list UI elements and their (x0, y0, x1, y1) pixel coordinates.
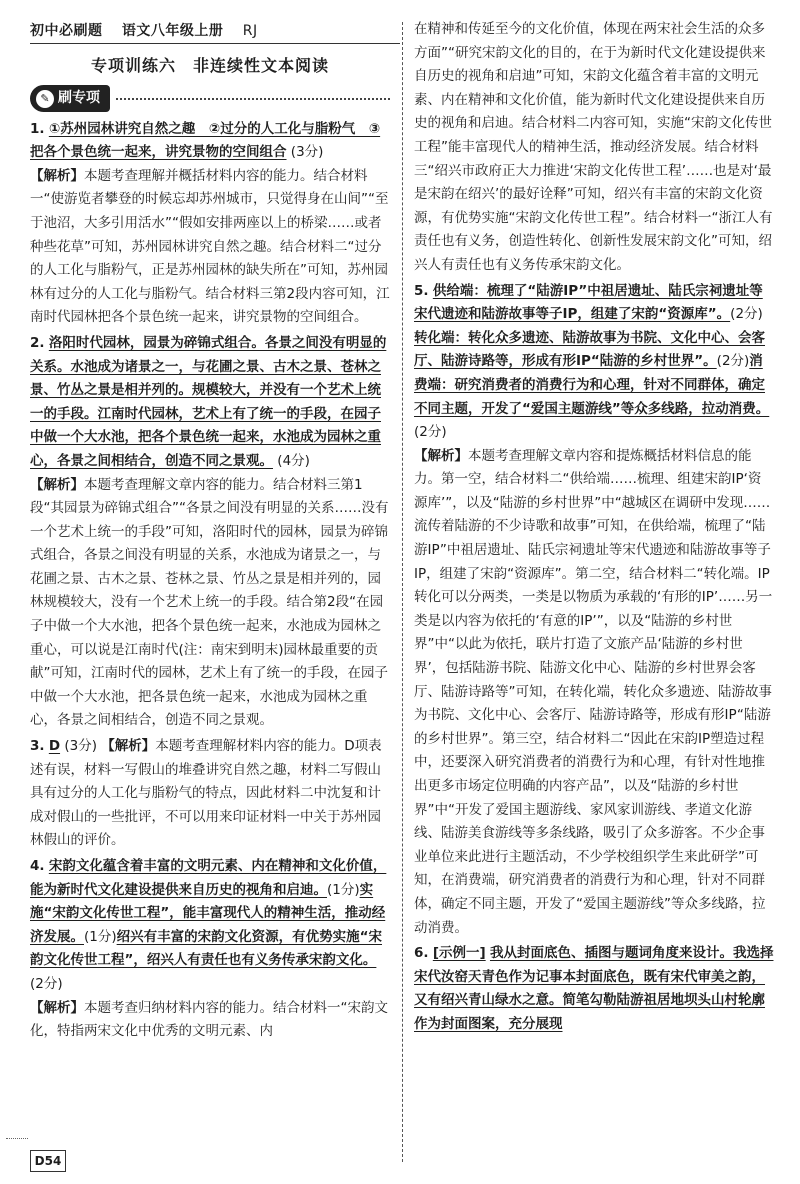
brush-header (30, 84, 390, 114)
question-3 (30, 735, 390, 853)
header-rule (30, 43, 400, 44)
analysis-text: 本题考查归纳材料内容的能力。结合材料一“宋韵文化，特指两宋文化中优秀的文明元素、内 (30, 999, 388, 1040)
footer-dots (6, 1138, 28, 1139)
left-column (30, 52, 390, 1046)
answer-text-c: 消费端：研究消费者的消费行为和心理，针对不同群体，确定不同主题，开发了“爱国主题游线”等众多线路，拉动消费。 (414, 353, 770, 417)
book-name: 语文八年级上册 (121, 23, 224, 39)
question-2 (30, 332, 390, 733)
example-label: [示例一] (432, 945, 486, 962)
edition-label: RJ (242, 23, 258, 39)
question-number: 4. (30, 858, 45, 874)
question-4-continued: 在精神和传延至今的文化价值，体现在两宋社会生活的众多方面”“研究宋韵文化的目的，在于为新时代文化建设提供来自历史的视角和启迪”可知，宋韵文化蕴含着丰富的文明元素、内在精神和文化价值，能为新时代文化建设提供来自历史的视角和启迪。结合材料二内容可知，实施“宋韵文化传世工程”能丰富现代人的精神生活，推动经济发展。结合材料三“绍兴市政府正大力推进‘宋韵文化传世工程’……也是对‘最是宋韵在绍兴’的最好诠释”可知，绍兴有丰富的宋韵文化资源，有优势实施“宋韵文化传世工程”。结合材料一“浙江人有责任也有义务，创造性转化、创新性发展宋韵文化”可知，绍兴人有责任也有义务传承宋韵文化。 (414, 21, 773, 273)
score-a: (2分) (730, 306, 763, 323)
question-4 (30, 855, 390, 1044)
right-column (414, 18, 774, 1039)
answer-text-a: 宋韵文化蕴含着丰富的文明元素、内在精神和文化价值，能为新时代文化建设提供来自历史的视角和启迪。 (30, 858, 387, 898)
question-number: 3. (30, 738, 45, 755)
answer-text-a: 供给端：梳理了“陆游IP”中祖居遗址、陆氏宗祠遗址等宋代遗迹和陆游故事等子IP，组建了宋韵“资源库”。 (414, 282, 763, 323)
series-name: 初中必刷题 (30, 23, 103, 39)
answer-text-b: 转化端：转化众多遗迹、陆游故事为书院、文化中心、会客厅、陆游诗路等，形成有形IP“陆游的乡村世界”。 (414, 329, 765, 370)
analysis-tag: 【解析】 (30, 167, 84, 184)
analysis-text: 本题考查理解材料内容的能力。D项表述有误，材料一写假山的堆叠讲究自然之趣，材料二写假山具有过分的人工化与脂粉气的特点，因此材料二中沈复和计成对假山的一些批评，不可以用来印证材料一中关于苏州园林假山的评价。 (30, 738, 382, 849)
answer-text: ①苏州园林讲究自然之趣 ②过分的人工化与脂粉气 ③把各个景色统一起来，讲究景物的空间组合 (30, 120, 381, 161)
brush-tag (30, 85, 110, 113)
analysis-tag: 【解析】 (414, 447, 468, 464)
answer-text-c: 绍兴有丰富的宋韵文化资源，有优势实施“宋韵文化传世工程”，绍兴人有责任也有义务传承宋韵文化。 (30, 928, 382, 969)
answer-text: 洛阳时代园林，园景为碎锦式组合。各景之间没有明显的关系。水池成为诸景之一，与花圃之景、古木之景、苍林之景、竹丛之景是相并列的。规模较大，并没有一个艺术上统一的手段。江南时代园林，艺术上有了统一的手段，在园子中做一个大水池，把各个景色统一起来，水池成为园林之重心，各景之间相结合，创造不同之景观。 (30, 334, 387, 469)
question-1 (30, 118, 390, 330)
score-a: (1分) (327, 881, 360, 898)
question-number: 1. (30, 120, 45, 137)
question-5 (414, 280, 774, 941)
brush-label: 刷专项 (58, 89, 100, 106)
page-header (30, 18, 400, 44)
analysis-text: 本题考查理解文章内容和提炼概括材料信息的能力。第一空，结合材料二“供给端……梳理、组建宋韵IP‘资源库’”，以及“陆游的乡村世界”中“越城区在调研中发现……流传着陆游的不少诗歌和故事”可知，在供给端，梳理了“陆游IP”中祖居遗址、陆氏宗祠遗址等宋代遗迹和陆游故事等子IP，组建了宋韵“资源库”。第二空，结合材料二“转化端。IP转化可以分两类，一类是以物质为承载的‘有形的IP’……另一类是以内容为依托的‘有意的IP’”，以及“陆游的乡村世界”中“以此为依托，联片打造了文旅产品‘陆游的乡村世界’，包括陆游书院、陆游文化中心、陆游的乡村世界会客厅、陆游诗路等”可知，在转化端，转化众多遗迹、陆游故事为书院、文化中心、会客厅、陆游诗路等，形成有形IP“陆游的乡村世界”。第三空，结合材料二“因此在宋韵IP塑造过程中，还要深入研究消费者的消费行为和心理，有针对性地推出更多市场定位明确的内容产品”，以及“陆游的乡村世界”中“开发了爱国主题游线、家风家训游线、孝道文化游线、陆游美食游线等多条线路，吸引了众多游客。不少企事业单位来此进行主题活动，不少学校组织学生来此研学”可知，在消费端，研究消费者的消费行为和心理，针对不同群体，确定不同主题，开发了“爱国主题游线”等众多线路，拉动消费。 (414, 447, 773, 936)
answer-text: D (48, 738, 61, 755)
dotted-rule (116, 98, 390, 100)
analysis-tag: 【解析】 (101, 738, 156, 755)
brush-icon: ✎ (36, 90, 54, 108)
question-number: 2. (30, 334, 45, 351)
section-title: 专项训练六 非连续性文本阅读 (90, 56, 329, 75)
answer-text-b: 实施“宋韵文化传世工程”，能丰富现代人的精神生活，推动经济发展。 (30, 881, 386, 945)
score: (3分) (64, 738, 97, 755)
score-c: (2分) (30, 975, 63, 992)
score-c: (2分) (414, 424, 447, 441)
score: (4分) (277, 452, 310, 469)
score: (3分) (290, 144, 324, 161)
score-b: (1分) (84, 928, 117, 945)
page-number: D54 (30, 1150, 66, 1172)
answer-text: 我从封面底色、插图与题词角度来设计。我选择宋代汝窑天青色作为记事本封面底色，既有宋代审美之韵，又有绍兴青山绿水之意。简笔勾勒陆游祖居地坝头山村轮廓作为封面图案，充分展现 (414, 945, 774, 1032)
question-6 (414, 942, 774, 1036)
analysis-tag: 【解析】 (30, 999, 84, 1016)
question-number: 6. (414, 945, 429, 962)
score-b: (2分) (716, 353, 750, 370)
analysis-text: 本题考查理解并概括材料内容的能力。结合材料一“使游览者攀登的时候忘却苏州城市，只觉得身在山间”“至于池沼，大多引用活水”“假如安排两座以上的桥梁……或者种些花草”可知，苏州园林讲究自然之趣。结合材料二“过分的人工化与脂粉气，正是苏州园林的缺失所在”可知，苏州园林有过分的人工化与脂粉气。结合材料三第2段内容可知，江南时代园林把各个景色统一起来，讲究景物的空间组合。 (30, 167, 390, 326)
column-divider (402, 22, 403, 1162)
question-number: 5. (414, 282, 429, 299)
analysis-text: 本题考查理解文章内容的能力。结合材料三第1段“其园景为碎锦式组合”“各景之间没有明显的关系……没有一个艺术上统一的手段”可知，洛阳时代的园林，园景为碎锦式组合，各景之间没有明显的关系，水池成为诸景之一，与花圃之景、古木之景、苍林之景、竹丛之景是相并列的，园林规模较大，没有一个艺术上统一的手段。结合第2段“在园子中做一个大水池，把各个景色统一起来，水池成为园林之重心，可以说是江南时代(注：南宋到明末)园林最重要的贡献”可知，江南时代的园林，艺术上有了统一的手段，在园子中做一个大水池，把各景色统一起来，水池成为园林之重心，各景之间相结合，创造不同之景观。 (30, 476, 389, 729)
analysis-tag: 【解析】 (30, 476, 84, 493)
